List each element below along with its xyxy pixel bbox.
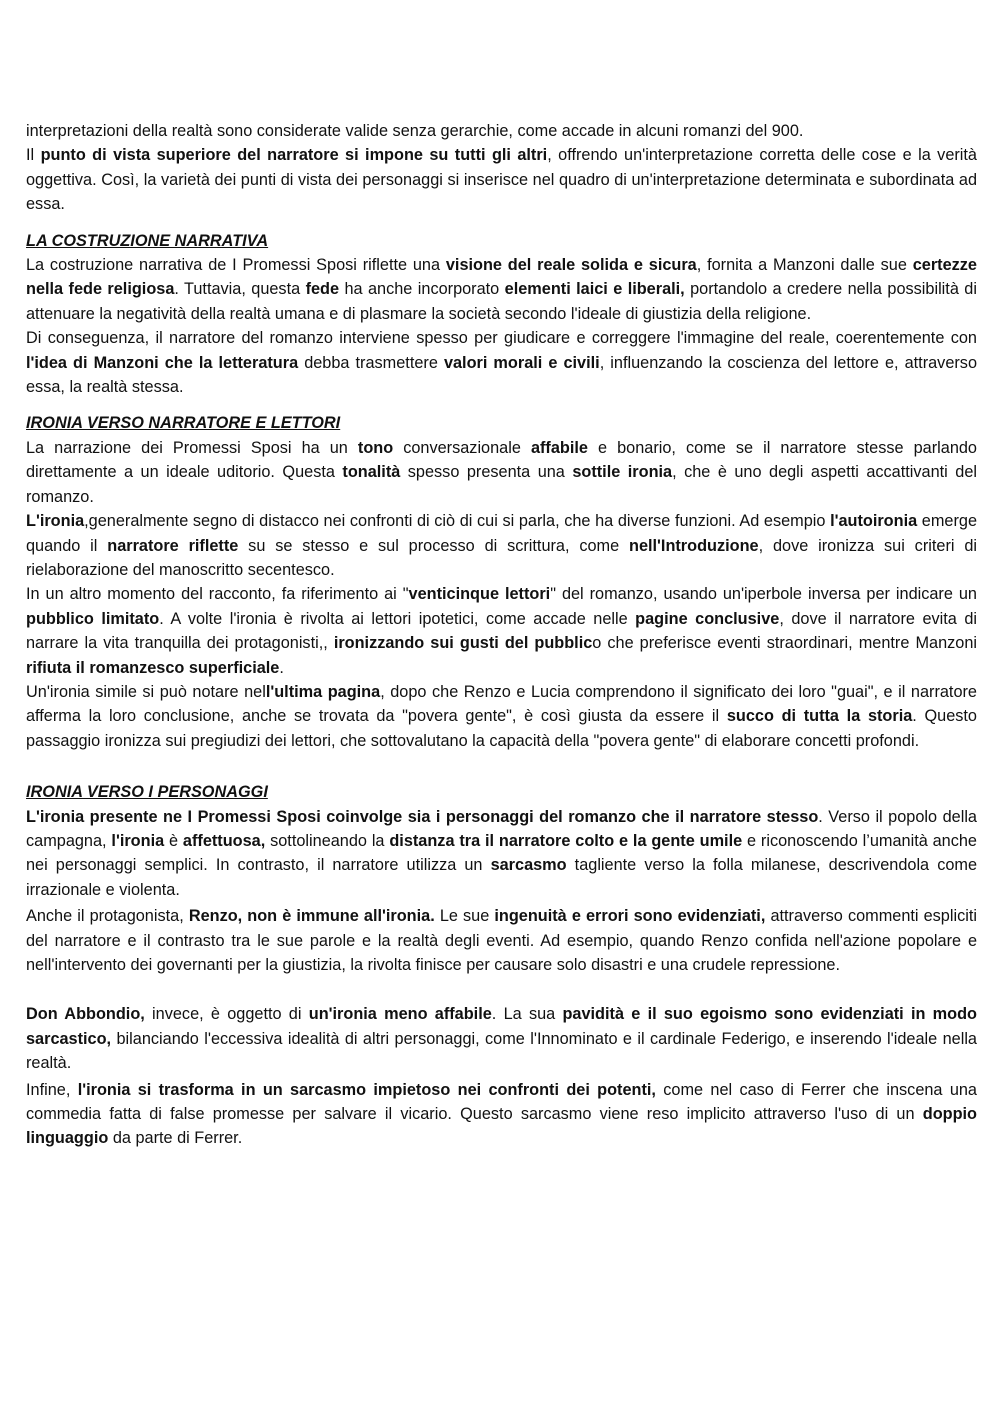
bold-text-run: sottile ironia <box>572 463 673 482</box>
text-run: è <box>164 831 183 850</box>
bold-text-run: fede <box>305 280 340 299</box>
text-run: tagliente verso la folla milanese, descrivendola come irrazionale e violenta. <box>26 856 978 899</box>
intro-line <box>26 119 977 143</box>
paragraph-ironia-narratore-4 <box>26 680 977 753</box>
text-run: In un altro momento del racconto, fa riferimento ai " <box>26 585 409 604</box>
bold-text-run: sarcasmo <box>490 856 567 875</box>
text-run: e riconoscendo l’umanità anche nei personaggi semplici. In contrasto, il narratore utilizza un <box>26 831 977 875</box>
paragraph-ironia-narratore-1 <box>26 436 977 509</box>
text-run: La costruzione narrativa de I Promessi Sposi riflette una <box>26 256 446 275</box>
bold-text-run: doppio linguaggio <box>26 1105 977 1148</box>
text-run: . <box>279 658 284 677</box>
text-run: , offrendo un'interpretazione corretta delle cose e la verità oggettiva. Così, la varietà dei punti di vista dei personaggi si inserisce nel quadro di un'interpretazione determinata e subordinata ad essa. <box>26 146 977 214</box>
paragraph-ironia-narratore-2 <box>26 509 977 582</box>
text-run: Anche il protagonista, <box>26 907 189 926</box>
bold-text-run: pagine conclusive <box>635 609 780 628</box>
text-run: Un'ironia simile si può notare nel <box>26 682 266 701</box>
text-run: interpretazioni della realtà sono considerate valide senza gerarchie, come accade in alcuni romanzi del 900. <box>26 122 804 140</box>
bold-text-run: L'ironia presente ne I Promessi Sposi coinvolge sia i personaggi del romanzo che il narratore stesso <box>26 807 819 826</box>
bold-text-run: ingenuità e errori sono evidenziati, <box>494 907 766 926</box>
bold-text-run: rifiuta il romanzesco superficiale <box>26 658 280 677</box>
text-run: . La sua <box>491 1005 563 1024</box>
bold-text-run: valori morali e civili <box>443 353 600 372</box>
text-run: spesso presenta una <box>400 463 573 482</box>
paragraph-ironia-narratore-3 <box>26 582 977 680</box>
bold-text-run: Renzo, non è immune all'ironia. <box>188 907 435 926</box>
bold-text-run: tono <box>357 438 394 457</box>
bold-text-run: punto di vista superiore del narratore si impone su tutti gli altri <box>40 146 548 165</box>
bold-text-run: l'ironia si trasforma in un sarcasmo impietoso nei confronti dei potenti, <box>77 1080 656 1099</box>
text-run: . Verso il popolo della campagna, <box>26 807 977 850</box>
text-run: su se stesso e sul processo di scrittura, come <box>238 536 629 555</box>
text-run: e bonario, come se il narratore stesse parlando direttamente a un ideale uditorio. Questa <box>26 438 977 482</box>
bold-text-run: visione del reale solida e sicura <box>445 256 697 275</box>
bold-text-run: ironizzando sui gusti del pubblic <box>333 634 593 653</box>
text-run: , dove ironizza sui criteri di rielaborazione del manoscritto secentesco. <box>26 536 977 579</box>
text-run: Il <box>26 146 41 165</box>
text-run: , influenzando la coscienza del lettore e, attraverso essa, la realtà stessa. <box>26 353 977 397</box>
bold-text-run: affettuosa, <box>182 831 266 850</box>
text-run: Infine, <box>26 1080 78 1099</box>
text-run: . A volte l'ironia è rivolta ai lettori ipotetici, come accade nelle <box>159 609 636 628</box>
bold-text-run: un'ironia meno affabile <box>308 1005 492 1024</box>
bold-text-run: nell'Introduzione <box>629 536 759 555</box>
bold-text-run: tonalità <box>342 463 401 482</box>
bold-text-run: l'autoironia <box>830 512 918 531</box>
bold-text-run: L'ironia <box>26 512 85 531</box>
bold-text-run: distanza tra il narratore colto e la gente umile <box>389 831 743 850</box>
bold-text-run: succo di tutta la storia <box>726 707 913 726</box>
text-run: da parte di Ferrer. <box>108 1129 243 1148</box>
bold-text-run: venticinque lettori <box>408 585 551 604</box>
text-run: ,generalmente segno di distacco nei confronti di ciò di cui si parla, che ha diverse funzioni. Ad esempio <box>84 512 831 531</box>
text-run: , dove il narratore evita di narrare la vita tranquilla dei protagonisti,, <box>26 609 978 653</box>
text-run: Le sue <box>434 907 495 926</box>
bold-text-run: l'idea di Manzoni che la letteratura <box>26 353 299 372</box>
bold-text-run: affabile <box>530 438 588 457</box>
text-run: . Questo passaggio ironizza sui pregiudizi dei lettori, che sottovalutano la capacità della "povera gente" di elaborare concetti profondi. <box>26 707 977 750</box>
bold-text-run: narratore riflette <box>107 536 239 555</box>
text-run: " del romanzo, usando un'iperbole inversa per indicare un <box>550 585 977 604</box>
text-run: . Tuttavia, questa <box>174 280 306 299</box>
text-run: conversazionale <box>393 438 531 457</box>
intro-paragraph <box>26 143 977 216</box>
section-heading-ironia-narratore: IRONIA VERSO NARRATORE E LETTORI <box>26 414 341 433</box>
paragraph-ironia-personaggi-3 <box>26 1002 977 1075</box>
bold-text-run: elementi laici e liberali, <box>504 280 685 299</box>
text-run: attraverso commenti espliciti del narratore e il contrasto tra le sue parole e la realtà degli eventi. Ad esempio, quando Renzo confida nell'azione popolare e nell'intervento dei governanti per la giustizia, la rivolta finisce per causare solo disastri e una crudele repressione. <box>26 907 977 974</box>
text-run: emerge quando il <box>26 512 977 555</box>
text-run: ha anche incorporato <box>339 280 505 299</box>
text-run: La narrazione dei Promessi Sposi ha un <box>26 438 358 457</box>
bold-text-run: l'ultima pagina <box>265 682 381 701</box>
text-run: , che è uno degli aspetti accattivanti del romanzo. <box>26 463 977 506</box>
text-run: debba trasmettere <box>298 353 444 372</box>
bold-text-run: Don Abbondio, <box>26 1005 145 1024</box>
bold-text-run: l'ironia <box>111 831 165 850</box>
paragraph-ironia-personaggi-2 <box>26 904 977 977</box>
text-run: invece, è oggetto di <box>144 1005 309 1024</box>
text-run: o che preferisce eventi straordinari, mentre Manzoni <box>592 634 977 653</box>
text-run: , fornita a Manzoni dalle sue <box>696 256 913 275</box>
paragraph-ironia-personaggi-1 <box>26 805 977 903</box>
text-run: bilanciando l'eccessiva idealità di altri personaggi, come l'Innominato e il cardinale Federigo, e inserendo l'ideale nella realtà. <box>26 1029 977 1073</box>
paragraph-costruzione-2 <box>26 326 977 399</box>
text-run: Di conseguenza, il narratore del romanzo interviene spesso per giudicare e correggere l'immagine del reale, coerentemente con <box>26 329 977 348</box>
section-heading-costruzione: LA COSTRUZIONE NARRATIVA <box>26 231 269 250</box>
section-heading-ironia-personaggi: IRONIA VERSO I PERSONAGGI <box>26 783 268 802</box>
bold-text-run: certezze nella fede religiosa <box>26 256 977 299</box>
text-run: , dopo che Renzo e Lucia comprendono il significato dei loro "guai", e il narratore afferma la loro conclusione, anche se trovata da "povera gente", è così giusta da essere il <box>26 682 977 726</box>
document-page <box>26 119 977 1151</box>
text-run: portandolo a credere nella possibilità di attenuare la negatività della realtà umana e di plasmare la società secondo l'ideale di giustizia della religione. <box>26 280 977 323</box>
paragraph-costruzione-1 <box>26 253 977 326</box>
paragraph-ironia-personaggi-4 <box>26 1078 977 1151</box>
text-run: sottolineando la <box>265 831 390 850</box>
bold-text-run: pubblico limitato <box>26 609 160 628</box>
text-run: come nel caso di Ferrer che inscena una commedia fatta di false promesse per salvare il vicario. Questo sarcasmo viene reso implicito attraverso l'uso di un <box>26 1080 977 1124</box>
bold-text-run: pavidità e il suo egoismo sono evidenziati in modo sarcastico, <box>26 1005 977 1048</box>
